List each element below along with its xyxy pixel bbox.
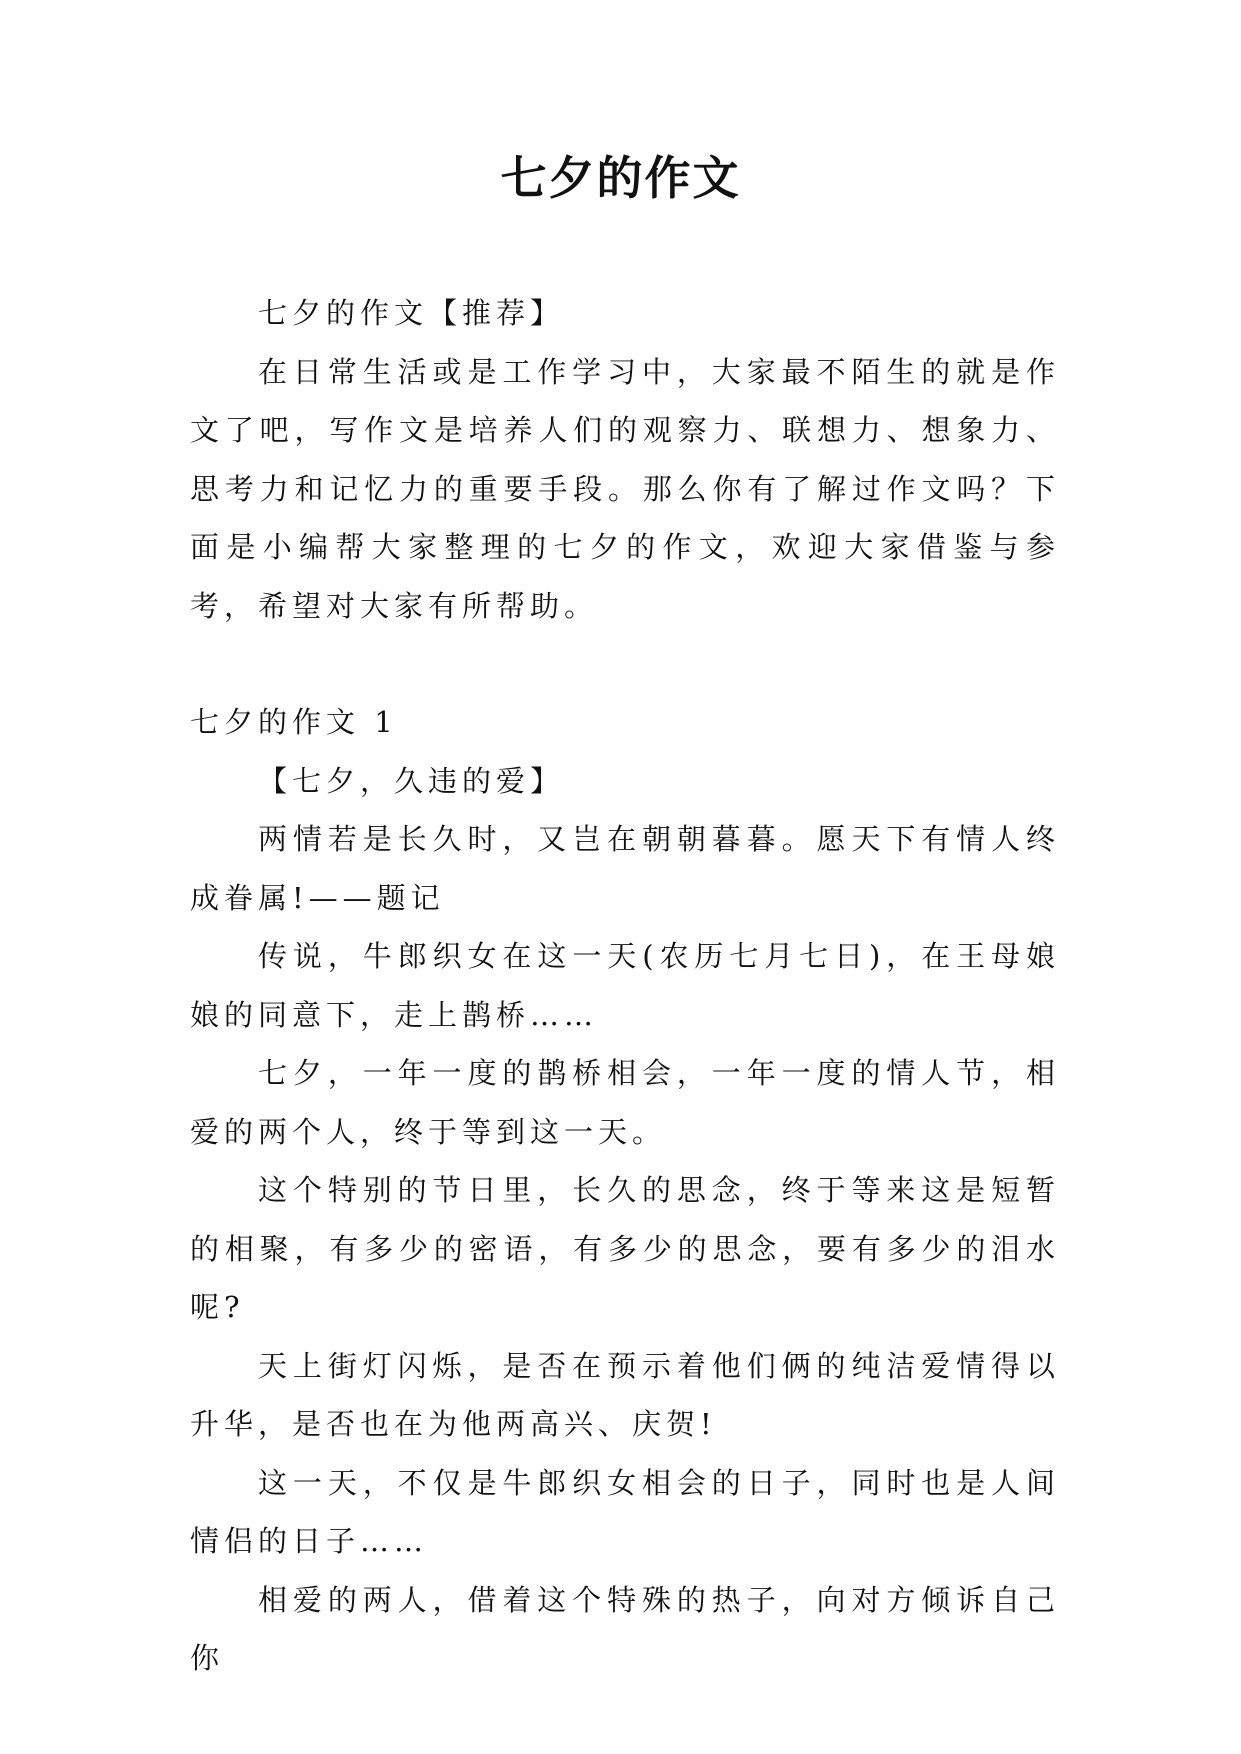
section-heading: 七夕的作文 1 <box>190 705 398 739</box>
paragraph: 这个特别的节日里，长久的思念，终于等来这是短暂的相聚，有多少的密语，有多少的思念，要有多少的泪水呢? <box>190 1173 1060 1324</box>
document-title: 七夕的作文 <box>500 151 741 205</box>
section-subtitle: 【七夕，久违的爱】 <box>258 763 565 798</box>
section-gap <box>190 635 1060 693</box>
paragraph: 相爱的两人，借着这个特殊的热子，向对方倾诉自己你 <box>190 1582 1060 1675</box>
paragraph: 天上街灯闪烁，是否在预示着他们俩的纯洁爱情得以升华，是否也在为他两高兴、庆贺! <box>190 1348 1060 1441</box>
intro-heading: 七夕的作文【推荐】 <box>258 296 565 330</box>
paragraph: 这一天，不仅是牛郎织女相会的日子，同时也是人间情侣的日子…… <box>190 1465 1060 1558</box>
paragraph: 传说，牛郎织女在这一天(农历七月七日)，在王母娘娘的同意下，走上鹊桥…… <box>190 939 1060 1032</box>
intro-paragraph: 在日常生活或是工作学习中，大家最不陌生的就是作文了吧，写作文是培养人们的观察力、联想力、想象力、思考力和记忆力的重要手段。那么你有了解过作文吗？下面是小编帮大家整理的七夕的作文，欢迎大家借鉴与参考，希望对大家有所帮助。 <box>190 354 1060 623</box>
document-body <box>190 284 1060 1688</box>
paragraph: 七夕，一年一度的鹊桥相会，一年一度的情人节，相爱的两个人，终于等到这一天。 <box>190 1056 1060 1149</box>
paragraph: 两情若是长久时，又岂在朝朝暮暮。愿天下有情人终成眷属!——题记 <box>190 822 1060 915</box>
